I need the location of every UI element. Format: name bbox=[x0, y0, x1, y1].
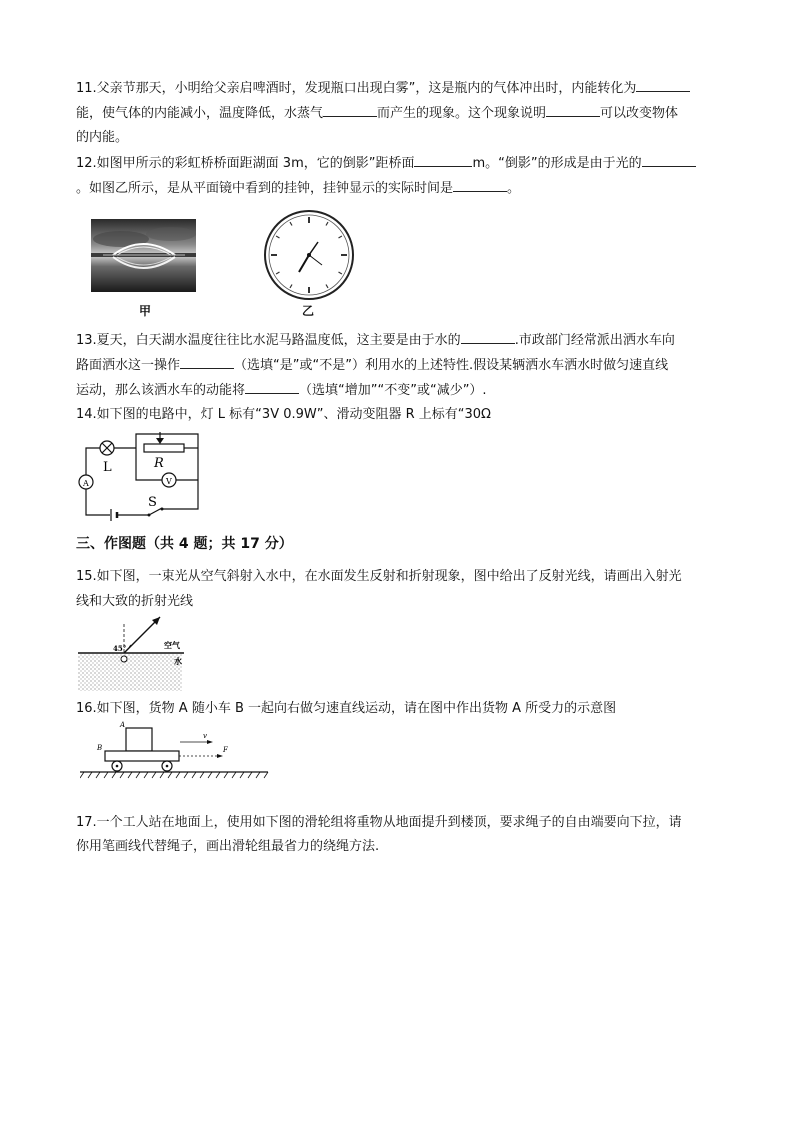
q12-text-2b: 。 bbox=[507, 181, 521, 196]
q11-blank-2[interactable] bbox=[323, 103, 377, 117]
velocity-label: v bbox=[203, 732, 207, 740]
q13-text-3a: 运动，那么该洒水车的动能将 bbox=[76, 383, 246, 398]
cargo-label: A bbox=[120, 721, 126, 729]
q13-line-2 bbox=[76, 355, 668, 376]
q13-text-1b: .市政部门经常派出洒水车向 bbox=[514, 333, 675, 348]
q13-blank-2[interactable] bbox=[180, 355, 234, 369]
light-refraction-diagram bbox=[78, 604, 186, 692]
cargo-box bbox=[126, 728, 152, 751]
q14-line-1: 14.如下图的电路中，灯 L 标有“3V 0.9W”、滑动变阻器 R 上标有“30Ω bbox=[76, 407, 491, 422]
circuit-diagram bbox=[76, 428, 206, 522]
q13-line-1 bbox=[76, 330, 675, 351]
q13-line-3 bbox=[76, 380, 487, 401]
q11-blank-3[interactable] bbox=[546, 103, 600, 117]
q13-text-2a: 路面洒水这一操作 bbox=[76, 358, 181, 373]
figure-caption-jia: 甲 bbox=[139, 304, 152, 318]
rheostat-slider-icon bbox=[156, 438, 164, 444]
q16-line-1: 16.如下图，货物 A 随小车 B 一起向右做匀速直线运动，请在图中作出货物 A 所受力的示意图 bbox=[76, 701, 617, 716]
cart-cargo-diagram bbox=[80, 720, 270, 782]
q13-text-3b: （选填“增加”“不变”或“减少”）. bbox=[299, 383, 487, 398]
q11-text-2c: 可以改变物体 bbox=[600, 106, 679, 121]
q12-line-2 bbox=[76, 178, 520, 199]
q13-blank-3[interactable] bbox=[245, 380, 299, 394]
rheostat-label: R bbox=[154, 456, 164, 471]
q12-text-1b: m。“倒影”的形成是由于光的 bbox=[472, 156, 642, 171]
q13-text-2b: （选填“是”或“不是”）利用水的上述特性.假设某辆洒水车洒水时做匀速直线 bbox=[234, 358, 669, 373]
q13-text-1a: 13.夏天，白天湖水温度往往比水泥马路温度低，这主要是由于水的 bbox=[76, 333, 461, 348]
q12-blank-1[interactable] bbox=[414, 153, 472, 167]
lamp-label: L bbox=[103, 460, 112, 475]
q12-line-1 bbox=[76, 153, 696, 174]
q12-text-2a: 。如图乙所示，是从平面镜中看到的挂钟，挂钟显示的实际时间是 bbox=[76, 181, 454, 196]
cart-label: B bbox=[97, 744, 103, 752]
q11-text-1a: 11.父亲节那天，小明给父亲启啤酒时，发现瓶口出现白雾”，这是瓶内的气体冲出时，内能转化为 bbox=[76, 81, 637, 96]
q11-line-2 bbox=[76, 103, 678, 124]
air-label: 空气 bbox=[164, 640, 180, 650]
section-title: 三、作图题（共 4 题；共 17 分） bbox=[76, 536, 293, 552]
q11-blank-1[interactable] bbox=[636, 78, 690, 92]
q17-line-2: 你用笔画线代替绳子，画出滑轮组最省力的绕绳方法. bbox=[76, 839, 380, 854]
force-label: F bbox=[223, 746, 228, 754]
q17-line-1: 17.一个工人站在地面上，使用如下图的滑轮组将重物从地面提升到楼顶，要求绳子的自由端要向下拉，请 bbox=[76, 815, 682, 830]
switch-label: S bbox=[148, 495, 157, 510]
velocity-arrowhead-icon bbox=[207, 740, 213, 744]
q12-blank-3[interactable] bbox=[453, 178, 507, 192]
force-arrowhead-icon bbox=[217, 754, 223, 758]
q11-line-3: 的内能。 bbox=[76, 130, 129, 145]
q11-text-2b: 而产生的现象。这个现象说明 bbox=[377, 106, 547, 121]
angle-label: 45° bbox=[113, 644, 127, 653]
q11-line-1 bbox=[76, 78, 690, 99]
water-label: 水 bbox=[174, 656, 182, 666]
cart-body bbox=[105, 751, 179, 761]
q15-line-2: 线和大致的折射光线 bbox=[76, 594, 194, 609]
q15-line-1: 15.如下图，一束光从空气斜射入水中，在水面发生反射和折射现象，图中给出了反射光线，请画出入射光 bbox=[76, 569, 682, 584]
q13-blank-1[interactable] bbox=[461, 330, 515, 344]
q12-blank-2[interactable] bbox=[642, 153, 696, 167]
wall-clock-figure bbox=[262, 208, 356, 302]
ground-hatch bbox=[80, 772, 268, 778]
q11-text-2a: 能，使气体的内能减小，温度降低，水蒸气 bbox=[76, 106, 324, 121]
ammeter-label: A bbox=[83, 479, 89, 488]
figure-caption-yi: 乙 bbox=[302, 304, 315, 318]
q12-text-1a: 12.如图甲所示的彩虹桥桥面距湖面 3m，它的倒影”距桥面 bbox=[76, 156, 415, 171]
voltmeter-label: V bbox=[166, 477, 172, 486]
bridge-photo bbox=[91, 219, 196, 292]
